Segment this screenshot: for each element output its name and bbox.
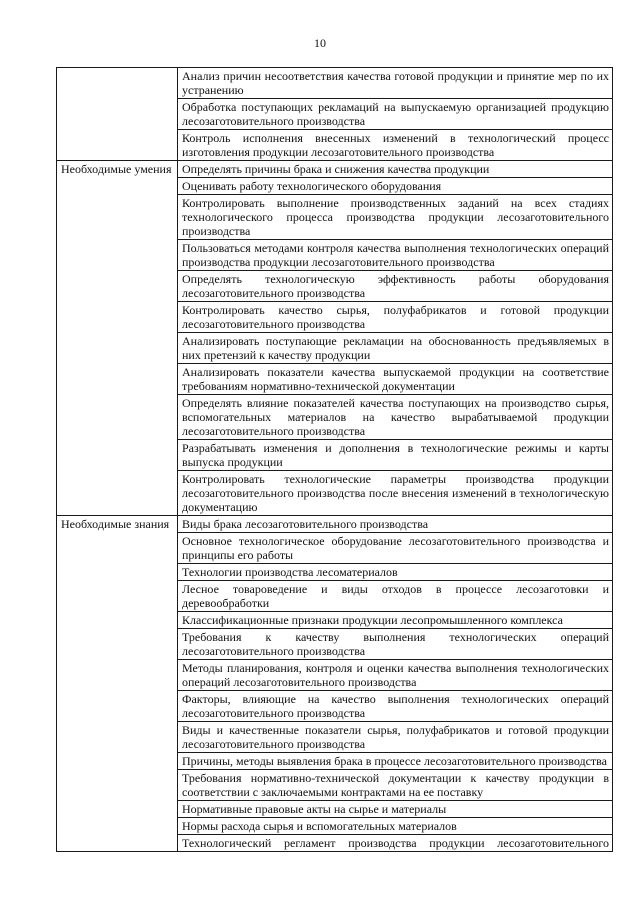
skill-item: Разрабатывать изменения и дополнения в технологические режимы и карты выпуска продукции <box>178 440 613 471</box>
skill-item: Пользоваться методами контроля качества выполнения технологических операций производства продукции лесозаготовительного производства <box>178 240 613 271</box>
skills-label: Необходимые умения <box>57 161 178 516</box>
skill-item: Определять технологическую эффективность работы оборудования лесозаготовительного производства <box>178 271 613 302</box>
knowledge-item: Технологический регламент производства продукции лесозаготовительного <box>178 835 613 852</box>
knowledge-item: Нормы расхода сырья и вспомогательных материалов <box>178 818 613 835</box>
knowledge-item: Лесное товароведение и виды отходов в процессе лесозаготовки и деревообработки <box>178 581 613 612</box>
continued-item: Контроль исполнения внесенных изменений в технологический процесс изготовления продукции лесозаготовительного производства <box>178 130 613 161</box>
knowledge-item: Виды брака лесозаготовительного производства <box>178 516 613 533</box>
continued-item: Обработка поступающих рекламаций на выпускаемую организацией продукцию лесозаготовительного производства <box>178 99 613 130</box>
skill-item: Контролировать технологические параметры производства продукции лесозаготовительного производства после внесения изменений в технологическую документацию <box>178 471 613 516</box>
knowledge-item: Факторы, влияющие на качество выполнения технологических операций лесозаготовительного производства <box>178 691 613 722</box>
knowledge-item: Виды и качественные показатели сырья, полуфабрикатов и готовой продукции лесозаготовительного производства <box>178 722 613 753</box>
knowledge-item: Технологии производства лесоматериалов <box>178 564 613 581</box>
skill-item: Контролировать выполнение производственных заданий на всех стадиях технологического процесса производства продукции лесозаготовительного производства <box>178 195 613 240</box>
continued-item: Анализ причин несоответствия качества готовой продукции и принятие мер по их устранению <box>178 68 613 99</box>
requirements-table <box>56 67 613 852</box>
table-row <box>57 68 613 99</box>
knowledge-label: Необходимые знания <box>57 516 178 852</box>
table-row <box>57 161 613 178</box>
skill-item: Анализировать показатели качества выпускаемой продукции на соответствие требованиям нормативно-технической документации <box>178 364 613 395</box>
continued-label-cell <box>57 68 178 161</box>
skill-item: Контролировать качество сырья, полуфабрикатов и готовой продукции лесозаготовительного производства <box>178 302 613 333</box>
knowledge-item: Нормативные правовые акты на сырье и материалы <box>178 801 613 818</box>
skill-item: Оценивать работу технологического оборудования <box>178 178 613 195</box>
knowledge-item: Классификационные признаки продукции лесопромышленного комплекса <box>178 612 613 629</box>
table-row <box>57 516 613 533</box>
skill-item: Анализировать поступающие рекламации на обоснованность предъявляемых в них претензий к качеству продукции <box>178 333 613 364</box>
knowledge-item: Методы планирования, контроля и оценки качества выполнения технологических операций лесозаготовительного производства <box>178 660 613 691</box>
knowledge-item: Основное технологическое оборудование лесозаготовительного производства и принципы его работы <box>178 533 613 564</box>
skill-item: Определять причины брака и снижения качества продукции <box>178 161 613 178</box>
skill-item: Определять влияние показателей качества поступающих на производство сырья, вспомогательных материалов на качество вырабатываемой продукции лесозаготовительного производства <box>178 395 613 440</box>
knowledge-item: Причины, методы выявления брака в процессе лесозаготовительного производства <box>178 753 613 770</box>
knowledge-item: Требования нормативно-технической документации к качеству продукции в соответствии с заключаемыми контрактами на ее поставку <box>178 770 613 801</box>
page-number: 10 <box>314 36 326 50</box>
knowledge-item: Требования к качеству выполнения технологических операций лесозаготовительного производства <box>178 629 613 660</box>
